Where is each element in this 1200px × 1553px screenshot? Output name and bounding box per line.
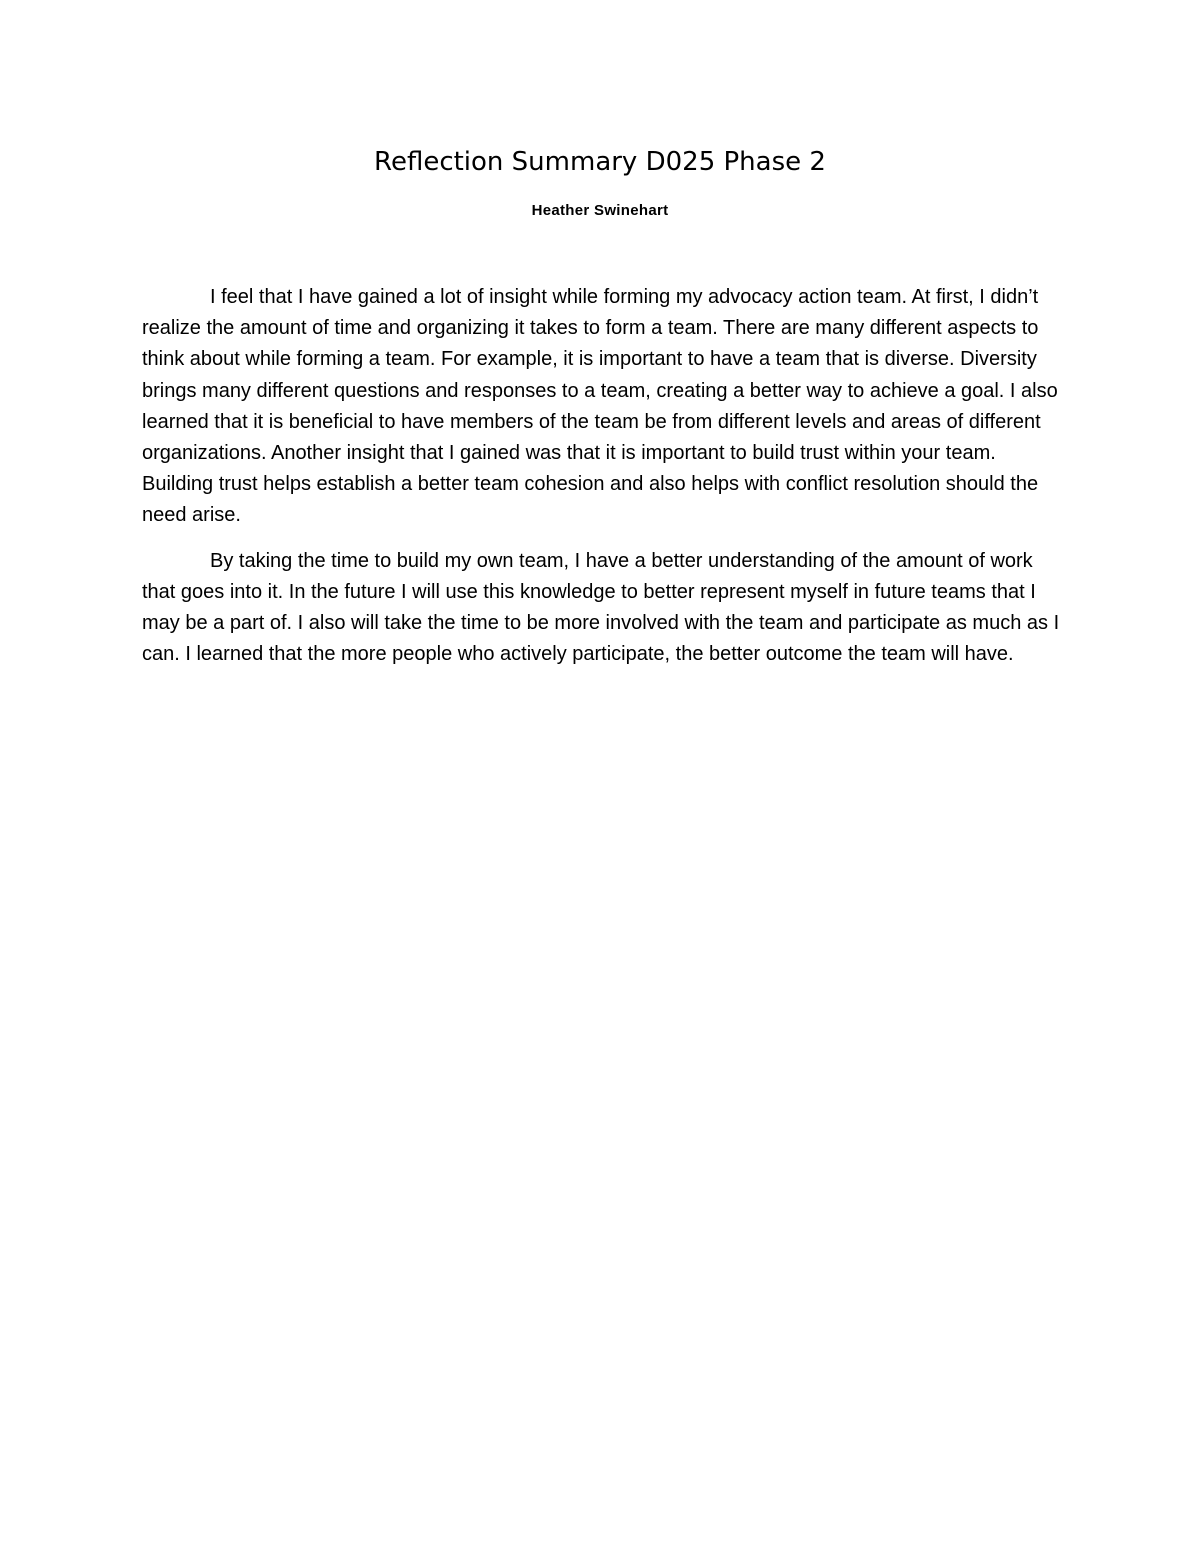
body-paragraph-1: I feel that I have gained a lot of insight while forming my advocacy action team. At first, I didn’t realize the amount of time and organizing it takes to form a team. There are many different aspects to think about while forming a team. For example, it is important to have a team that is diverse. Diversity brings many different questions and responses to a team, creating a better way to achieve a goal. I also learned that it is beneficial to have members of the team be from different levels and areas of different organizations. Another insight that I gained was that it is important to build trust within your team. Building trust helps establish a better team cohesion and also helps with conflict resolution should the need arise. — [142, 286, 1058, 527]
document-title: Reflection Summary D025 Phase 2 — [374, 147, 826, 177]
document-body — [142, 282, 1067, 684]
author-name: Heather Swinehart — [531, 202, 669, 219]
body-paragraph-2: By taking the time to build my own team, I have a better understanding of the amount of work that goes into it. In the future I will use this knowledge to better represent myself in future teams that I may be a part of. I also will take the time to be more involved with the team and participate as much as I can. I learned that the more people who actively participate, the better outcome the team will have. — [142, 549, 1060, 666]
